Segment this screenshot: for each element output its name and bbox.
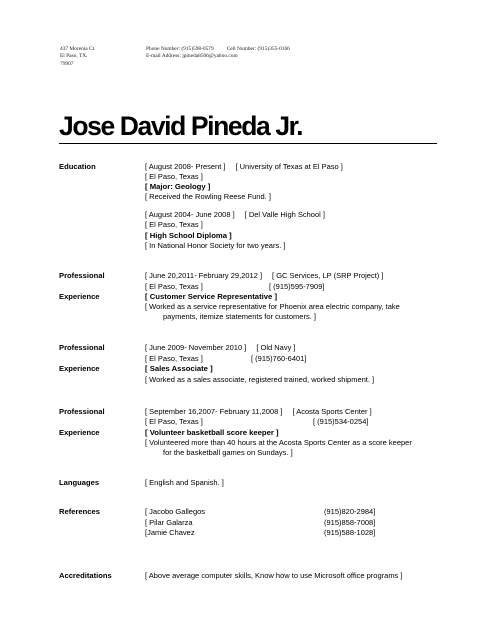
education-dates: [ August 2004- June 2008 ] [145, 210, 235, 219]
job-employer: [ Old Navy ] [256, 343, 296, 352]
professional-label: Professional [59, 271, 105, 280]
reference-phone: (915)858-7008] [324, 518, 376, 527]
education-entry-2-header [145, 210, 325, 219]
education-major: [ Major: Geology ] [145, 182, 211, 191]
job-description-cont: payments, itemize statements for customers. ] [163, 312, 316, 321]
contact-info [146, 46, 290, 61]
job-1-header [145, 271, 383, 280]
education-note: [ In National Honor Society for two years. ] [145, 241, 286, 250]
job-3-header [145, 407, 372, 416]
education-entry-1-header [145, 162, 343, 171]
job-2-header [145, 343, 296, 352]
education-location: [ El Paso, Texas ] [145, 220, 203, 229]
address-line-2: El Paso, TX. [60, 53, 88, 60]
job-title: [ Volunteer basketball score keeper ] [145, 428, 279, 437]
professional-label: Professional [59, 343, 105, 352]
reference-name: [ Jacobo Gallegos [145, 507, 206, 516]
job-description: [ Worked as a sales associate, registered trained, worked shipment. ] [145, 375, 375, 384]
job-location: [ El Paso, Texas ] [145, 354, 203, 363]
languages-value: [ English and Spanish. ] [145, 478, 224, 487]
reference-phone: (915)588-1028] [324, 528, 376, 537]
job-dates: [ June 20,2011- February 29,2012 ] [145, 271, 263, 280]
job-description: [ Volunteered more than 40 hours at the Acosta Sports Center as a score keeper [145, 438, 412, 447]
accreditations-value: [ Above average computer skills, Know how to use Microsoft office programs ] [145, 571, 403, 580]
education-location: [ El Paso, Texas ] [145, 172, 203, 181]
job-description-cont: for the basketball games on Sundays. ] [163, 448, 293, 457]
experience-label: Experience [59, 292, 100, 301]
candidate-name: Jose David Pineda Jr. [59, 111, 303, 141]
reference-name: [ Pilar Galarza [145, 518, 193, 527]
cell-number: Cell Number: (915)355-0166 [226, 46, 290, 52]
accreditations-label: Accreditations [59, 571, 112, 580]
reference-phone: (915)820-2984] [324, 507, 376, 516]
job-title: [ Customer Service Representative ] [145, 292, 278, 301]
education-diploma: [ High School Diploma ] [145, 231, 232, 240]
phone-number: Phone Number: (915)598-0579 [146, 46, 214, 52]
languages-label: Languages [59, 478, 100, 487]
address-line-1: 437 Morenia Ct. [60, 46, 96, 52]
education-school: [ Del Valle High School ] [244, 210, 325, 219]
education-note: [ Received the Rowling Reese Fund. ] [145, 192, 271, 201]
experience-label: Experience [59, 364, 100, 373]
email-address: E-mail Address: jpineda8506@yahoo.com [146, 53, 238, 60]
header-divider [59, 143, 437, 144]
address-line-3: 79907 [60, 60, 74, 67]
job-phone: [ (915)760-6401] [251, 354, 307, 363]
education-dates: [ August 2008- Present ] [145, 162, 226, 171]
education-school: [ University of Texas at El Paso ] [235, 162, 343, 171]
job-location: [ El Paso, Texas ] [145, 417, 203, 426]
contact-address [60, 46, 95, 68]
job-phone: [ (915)595-7909] [269, 282, 325, 291]
job-dates: [ September 16,2007- February 11,2008 ] [145, 407, 283, 416]
job-employer: [ GC Services, LP (SRP Project) ] [272, 271, 384, 280]
job-location: [ El Paso, Texas ] [145, 282, 203, 291]
phone-row [146, 46, 290, 53]
reference-name: [Jamie Chavez [145, 528, 195, 537]
experience-label: Experience [59, 428, 100, 437]
job-employer: [ Acosta Sports Center ] [292, 407, 372, 416]
job-title: [ Sales Associate ] [145, 364, 213, 373]
references-label: References [59, 507, 100, 516]
job-phone: [ (915)534-0254] [313, 417, 369, 426]
education-label: Education [59, 162, 96, 171]
job-dates: [ June 2009- November 2010 ] [145, 343, 247, 352]
job-description: [ Worked as a service representative for Phoenix area electric company, take [145, 302, 400, 311]
professional-label: Professional [59, 407, 105, 416]
